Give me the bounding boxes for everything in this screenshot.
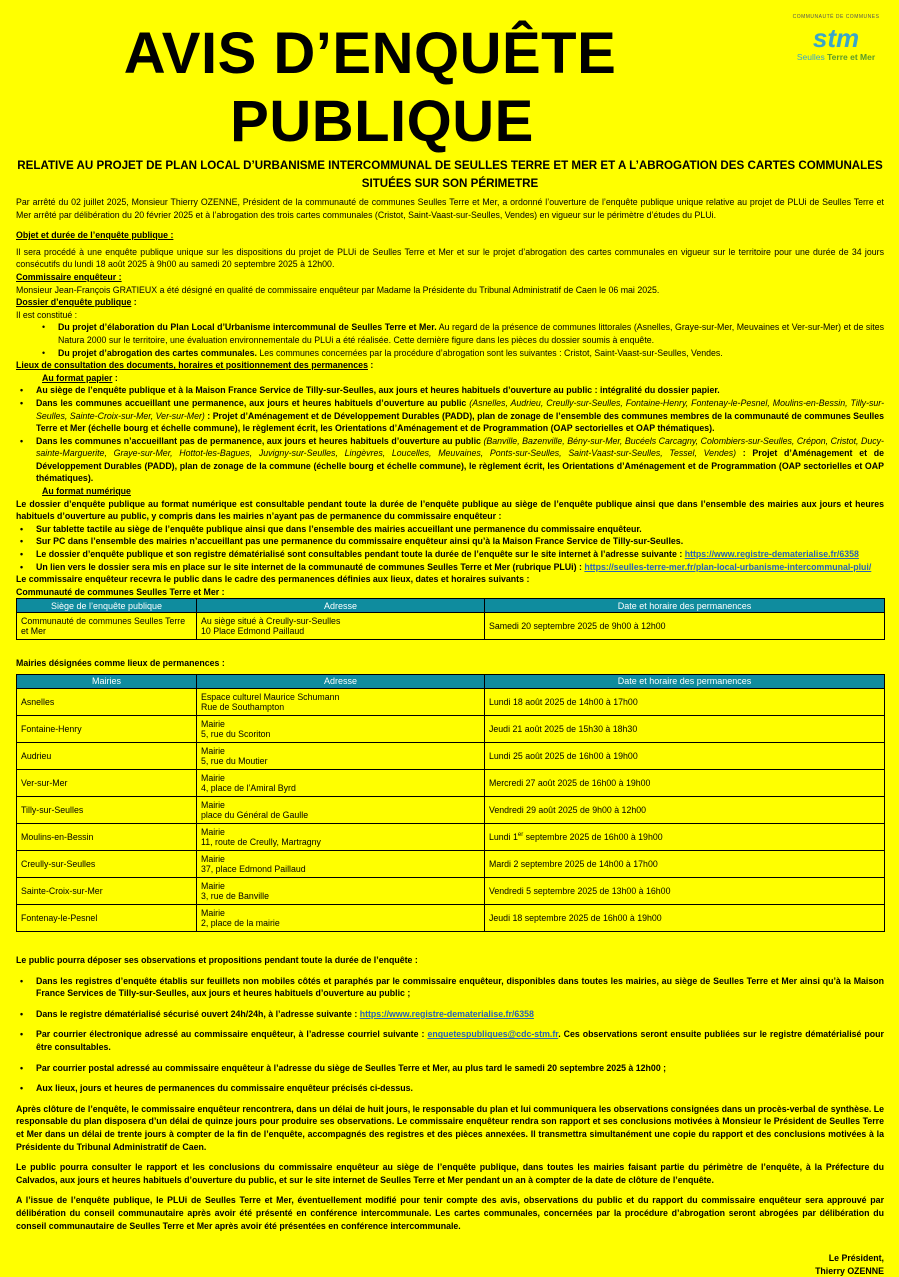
- papier-list: [16, 384, 884, 485]
- closing-p3: A l’issue de l’enquête publique, le PLUi de Seulles Terre et Mer, éventuellement modifié pour tenir compte des avis, observations du public et du rapport du commissaire enquêteur sera approuvé par délibération du conseil communautaire après avoir été présenté en conférence intercommunale. Les cartes communales, concernées par la procédure d’abrogation seront abrogées par délibération du conseil communautaire de Seulles Terre et Mer après avoir été présentées en conférence intercommunale.: [16, 1195, 884, 1231]
- plui-link[interactable]: https://seulles-terre-mer.fr/plan-local-urbanisme-intercommunal-plui/: [584, 561, 872, 572]
- logo-top-text: COMMUNAUTÉ DE COMMUNES: [792, 14, 880, 20]
- place-cell: Asnelles: [17, 689, 197, 716]
- address-cell: Mairie 5, rue du Moutier: [197, 743, 485, 770]
- commissaire-heading: Commissaire enquêteur :: [16, 271, 122, 282]
- dossier-list: [16, 321, 884, 359]
- registre-link[interactable]: https://www.registre-dematerialise.fr/6358: [684, 549, 859, 560]
- address-cell: Mairie 3, rue de Banville: [197, 878, 485, 905]
- signature-name: Thierry OZENNE: [815, 1265, 884, 1276]
- page-title-line1: AVIS D’ENQUÊTE: [123, 21, 617, 86]
- table-header: Date et horaire des permanences: [485, 599, 885, 613]
- intro-paragraph: Par arrêté du 02 juillet 2025, Monsieur Thierry OZENNE, Président de la communauté de communes Seulles Terre et Mer, a ordonné l’ouverture de l’enquête publique unique relative au projet de PLUi de Seulles Terre et Mer arrêté par délibération du 20 février 2025 et à l’abrogation des trois cartes communales (Cristot, Saint-Vaast-sur-Seulles, Vendes) en vigueur sur le périmètre d’études du PLUi.: [16, 197, 884, 220]
- list-item: • Un lien vers le dossier sera mis en place sur le site internet de la communauté de communes Seulles Terre et Mer (rubrique PLUi) : https://seulles-terre-mer.fr/plan-local-urbanisme-intercommunal-plui/: [16, 561, 884, 574]
- address-cell: Mairie 11, route de Creully, Martragny: [197, 824, 485, 851]
- list-item: • Au siège de l’enquête publique et à la Maison France Service de Tilly-sur-Seulles, aux jours et heures habituels d’ouverture au public : intégralité du dossier papier.: [16, 384, 884, 397]
- list-item: • Dans le registre dématérialisé sécurisé ouvert 24h/24h, à l’adresse suivante : https://www.registre-dematerialise.fr/6358: [16, 1008, 884, 1021]
- place-cell: Audrieu: [17, 743, 197, 770]
- place-cell: Sainte-Croix-sur-Mer: [17, 878, 197, 905]
- table-row: [17, 905, 885, 932]
- table-row: [17, 878, 885, 905]
- list-item: • Sur PC dans l’ensemble des mairies n’accueillant pas une permanence du commissaire enquêteur ainsi qu’à la Maison France Service de Tilly-sur-Seulles.: [16, 535, 884, 548]
- list-item: • Par courrier postal adressé au commissaire enquêteur à l’adresse du siège de Seulles Terre et Mer, au plus tard le samedi 20 septembre 2025 à 12h00 ;: [16, 1062, 884, 1075]
- siege-table: [16, 598, 885, 640]
- table-header: Mairies: [17, 675, 197, 689]
- address-cell: Mairie 5, rue du Scoriton: [197, 716, 485, 743]
- notice-body: Par arrêté du 02 juillet 2025, Monsieur Thierry OZENNE, Président de la communauté de communes Seulles Terre et Mer, a ordonné l’ouverture de l’enquête publique unique relative au projet de PLUi de Seulles Terre et Mer arrêté par délibération du 20 février 2025 et à l’abrogation des trois cartes communales (Cristot, Saint-Vaast-sur-Seulles, Vendes) en vigueur sur le périmètre d’études du PLUi. Objet et durée de l’enquête publique : Il sera procédé à une enquête publique unique sur les dispositions du projet de PLUi de Seulles Terre et Mer et sur le projet d’abrogation des cartes communales en vigueur sur le territoire pour une durée de 34 jours consécutifs du lundi 18 août 2025 à 9h00 au samedi 20 septembre 2025 à 12h00. Commissaire enquêteur : Monsieur Jean-François GRATIEUX a été désigné en qualité de commissaire enquêteur par Madame la Présidente du Tribunal Administratif de Caen le 06 mai 2025. Dossier d’enquête publique : Il est constitué : • Du projet d’élaboration du Plan Local d’Urbanisme intercommunal de Seulles Terre et Mer. Au regard de la présence de communes littorales (Asnelles, Graye-sur-Mer, Meuvaines et Ver-sur-Mer) et de sites Natura 2000 sur le territoire, une évaluation environnementale du PLUi a été réalisée. Cette dernière figure dans les pièces du dossier soumis à enquête. • Du projet d’abrogation des cartes communales. Les communes concernées par la procédure d’abrogation sont les suivantes : Cristot, Saint-Vaast-sur-Seulles, Vendes. Lieux de consultation des documents, horaires et positionnement des permanences : Au format papier : • Au siège de l’enquête publique et à la Maison France Service de Tilly-sur-Seulles, aux jours et heures habituels d’ouverture au public : intégralité du dossier papier. • Dans les communes accueillant une permanence, aux jours et heures habituels d’ouverture au public (Asnelles, Audrieu, Creully-sur-Seulles, Fontaine-Henry, Fontenay-le-Pesnel, Moulins-en-Bessin, Tilly-sur-Seulles, Sainte-Croix-sur-Mer, Ver-sur-Mer) : Projet d’Aménagement et de Développement Durables (PADD), plan de zonage de l’ensemble des communes membres de la communauté de communes Seulles Terre et Mer (échelle bourg et échelle commune), le règlement écrit, les Orientations d’Aménagement et de Programmation (OAP sectorielles et OAP thématiques). • Dans les communes n’accueillant pas de permanence, aux jours et heures habituels d’ouverture au public (Banville, Bazenville, Bény-sur-Mer, Bucéels Carcagny, Colombiers-sur-Seulles, Crépon, Cristot, Ducy-sainte-Marguerite, Graye-sur-Mer, Hottot-les-Bagues, Juvigny-sur-Seulles, Lingèvres, Loucelles, Meuvaines, Ponts-sur-Seulles, Saint-Vaast-sur-Seulles, Tessel, Vendes) : Projet d’Aménagement et de Développement Durables (PADD), plan de zonage de la commune (échelle bourg et échelle commune), le règlement écrit, les Orientations d’Aménagement et de Programmation (OAP sectorielles et OAP thématiques). Au format numérique Le dossier d’enquête publique au format numérique est consultable pendant toute la durée de l’enquête publique au siège de l’enquête publique ainsi que dans l’ensemble des mairies aux jours et heures habituels d’ouverture au public, y compris dans les mairies n’ayant pas de permanence du commissaire enquêteur : • Sur tablette tactile au siège de l’enquête publique ainsi que dans l’ensemble des mairies accueillant une permanence du commissaire enquêteur. • Sur PC dans l’ensemble des mairies n’accueillant pas une permanence du commissaire enquêteur ainsi qu’à la Maison France Service de Tilly-sur-Seulles. • Le dossier d’enquête publique et son registre dématérialisé sont consultables pendant toute la durée de l’enquête sur le site internet à l’adresse suivante : https://www.registre-dematerialise.fr/6358 • Un lien vers le dossier sera mis en place sur le site internet de la communauté de communes Seulles Terre et Mer (rubrique PLUi) : https://seulles-terre-mer.fr/plan-local-urbanisme-intercommunal-plui/ Le commissaire enquêteur recevra le public dans le cadre des permanences définies aux lieux, dates et horaires suivants : Communauté de communes Seulles Terre et Mer : Siège de l’enquête publique Adresse Date et horaire des permanences Communauté de communes Seulles Terre et Mer Au siège situé à Creully-sur-Seulles 10 Place Edmond Paillaud Samedi 20 septembre 2025 de 9h00 à 12h00 Mairies désignées comme lieux de permanences : Mairies Adresse Date et horaire des permanences Asnelles Espace culturel Maurice Schumann Rue de Southampton Lundi 18 août 2025 de 14h00 à 17h00 Fontaine-Henry Mairie 5, rue du Scoriton Jeudi 21 août 2025 de 15h30 à 18h30 Audrieu Mairie 5, rue du Moutier Lundi 25 août 2025 de 16h00 à 19h00 Ver-sur-Mer Mairie 4, place de l’Amiral Byrd Mercredi 27 août 2025 de 16h00 à 19h00 Tilly-sur-Seulles Mairie place du Général de Gaulle Vendredi 29 août 2025 de 9h00 à 12h00 Moulins-en-Bessin Mairie 11, route de Creully, Martragny Lundi 1er septembre 2025 de 16h00 à 19h00 Creully-sur-Seulles Mairie 37, place Edmond Paillaud Mardi 2 septembre 2025 de 14h00 à 17h00 Sainte-Croix-sur-Mer Mairie 3, rue de Banville Vendredi 5 septembre 2025 de 13h00 à 16h00 Fontenay-le-Pesnel Mairie 2, place de la mairie Jeudi 18 septembre 2025 de 16h00 à 19h00 Le public pourra déposer ses observations et propositions pendant toute la durée de l’enquête : • Dans les registres d’enquête établis sur feuillets non mobiles côtés et paraphés par le commissaire enquêteur, disponibles dans toutes les mairies, au siège de Seulles Terre et Mer ainsi qu’à la Maison France Services de Tilly-sur-Seulles, aux jours et heures habituels d’ouverture au public ; • Dans le registre dématérialisé sécurisé ouvert 24h/24h, à l’adresse suivante : https://www.registre-dematerialise.fr/6358 • Par courrier électronique adressé au commissaire enquêteur, à l’adresse courriel suivante : enquetespubliques@cdc-stm.fr. Ces observations seront ensuite publiées sur le registre dématérialisé pour être consultables. • Par courrier postal adressé au commissaire enquêteur à l’adresse du siège de Seulles Terre et Mer, au plus tard le samedi 20 septembre 2025 à 12h00 ; • Aux lieux, jours et heures de permanences du commissaire enquêteur précisés ci-dessus. Après clôture de l’enquête, le commissaire enquêteur rencontrera, dans un délai de huit jours, le responsable du plan et lui communiquera les observations consignées dans un procès-verbal de synthèse. Le responsable du plan disposera d’un délai de quinze jours pour produire ses observations. Le commissaire enquêteur rendra son rapport et ses conclusions motivées à Monsieur le Président de Seulles Terre et Mer dans un délai de trente jours à compter de la fin de l’enquête, accompagnés des registres et des pièces annexées. Il transmettra simultanément une copie du rapport et des conclusions motivées à la Présidente du Tribunal Administratif de Caen. Le public pourra consulter le rapport et les conclusions du commissaire enquêteur au siège de l’enquête publique, dans toutes les mairies faisant partie du périmètre de l’enquête, à la Préfecture du Calvados, aux jours et heures habituels d’ouverture du public, et sur le site internet de Seulles Terre et Mer pendant un an à compter de la date de clôture de l’enquête. A l’issue de l’enquête publique, le PLUi de Seulles Terre et Mer, éventuellement modifié pour tenir compte des avis, observations du public et du rapport du commissaire enquêteur sera approuvé par délibération du conseil communautaire après avoir été présenté en conférence intercommunale. Les cartes communales, concernées par la procédure d’abrogation seront abrogées par délibération du conseil communautaire de Seulles Terre et Mer après avoir été présentées en conférence intercommunale. Le Président, Thierry OZENNE: [16, 196, 884, 1277]
- list-item: • Sur tablette tactile au siège de l’enquête publique ainsi que dans l’ensemble des mairies accueillant une permanence du commissaire enquêteur.: [16, 523, 884, 536]
- table-header: Date et horaire des permanences: [485, 675, 885, 689]
- page-title-line2: PUBLIQUE: [230, 89, 534, 154]
- date-cell: Lundi 18 août 2025 de 14h00 à 17h00: [485, 689, 885, 716]
- table-row: [17, 851, 885, 878]
- list-item: • Dans les registres d’enquête établis sur feuillets non mobiles côtés et paraphés par le commissaire enquêteur, disponibles dans toutes les mairies, au siège de Seulles Terre et Mer ainsi qu’à la Maison France Services de Tilly-sur-Seulles, aux jours et heures habituels d’ouverture au public ;: [16, 975, 884, 1000]
- date-cell: Jeudi 18 septembre 2025 de 16h00 à 19h00: [485, 905, 885, 932]
- email-link[interactable]: enquetespubliques@cdc-stm.fr: [427, 1029, 559, 1040]
- closing-p1: Après clôture de l’enquête, le commissaire enquêteur rencontrera, dans un délai de huit jours, le responsable du plan et lui communiquera les observations consignées dans un procès-verbal de synthèse. Le responsable du plan disposera d’un délai de quinze jours pour produire ses observations. Le commissaire enquêteur rendra son rapport et ses conclusions motivées à Monsieur le Président de Seulles Terre et Mer dans un délai de trente jours à compter de la fin de l’enquête, accompagnés des registres et des pièces annexées. Il transmettra simultanément une copie du rapport et des conclusions motivées à la Présidente du Tribunal Administratif de Caen.: [16, 1103, 884, 1152]
- address-cell: Mairie place du Général de Gaulle: [197, 797, 485, 824]
- place-cell: Ver-sur-Mer: [17, 770, 197, 797]
- table-header: Siège de l’enquête publique: [17, 599, 197, 613]
- dossier-heading: Dossier d’enquête publique: [16, 297, 132, 308]
- commissaire-text: Monsieur Jean-François GRATIEUX a été désigné en qualité de commissaire enquêteur par Madame la Présidente du Tribunal Administratif de Caen le 06 mai 2025.: [16, 284, 660, 295]
- numerique-text: Le dossier d’enquête publique au format numérique est consultable pendant toute la durée de l’enquête publique au siège de l’enquête publique ainsi que dans l’ensemble des mairies aux jours et heures habituels d’ouverture au public, y compris dans les mairies n’ayant pas de permanence du commissaire enquêteur :: [16, 498, 884, 522]
- closing-p2: Le public pourra consulter le rapport et les conclusions du commissaire enquêteur au siège de l’enquête publique, dans toutes les mairies faisant partie du périmètre de l’enquête, à la Préfecture du Calvados, aux jours et heures habituels d’ouverture du public, et sur le site internet de Seulles Terre et Mer pendant un an à compter de la date de clôture de l’enquête.: [16, 1162, 884, 1185]
- list-item: • Le dossier d’enquête publique et son registre dématérialisé sont consultables pendant toute la durée de l’enquête sur le site internet à l’adresse suivante : https://www.registre-dematerialise.fr/6358: [16, 548, 884, 561]
- place-cell: Tilly-sur-Seulles: [17, 797, 197, 824]
- table-row: Communauté de communes Seulles Terre et Mer Au siège situé à Creully-sur-Seulles 10 Place Edmond Paillaud Samedi 20 septembre 2025 de 9h00 à 12h00: [17, 613, 885, 640]
- list-item: • Du projet d’abrogation des cartes communales. Les communes concernées par la procédure d’abrogation sont les suivantes : Cristot, Saint-Vaast-sur-Seulles, Vendes.: [38, 347, 884, 360]
- papier-heading: Au format papier: [42, 372, 113, 383]
- list-item: • Du projet d’élaboration du Plan Local d’Urbanisme intercommunal de Seulles Terre et Mer. Au regard de la présence de communes littorales (Asnelles, Graye-sur-Mer, Meuvaines et Ver-sur-Mer) et de sites Natura 2000 sur le territoire, une évaluation environnementale du PLUi a été réalisée. Cette dernière figure dans les pièces du dossier soumis à enquête.: [38, 321, 884, 346]
- date-cell: Lundi 25 août 2025 de 16h00 à 19h00: [485, 743, 885, 770]
- table-row: [17, 824, 885, 851]
- date-cell: Mardi 2 septembre 2025 de 14h00 à 17h00: [485, 851, 885, 878]
- place-cell: Creully-sur-Seulles: [17, 851, 197, 878]
- table-row: [17, 797, 885, 824]
- address-cell: Mairie 4, place de l’Amiral Byrd: [197, 770, 485, 797]
- reception-sub: Communauté de communes Seulles Terre et Mer :: [16, 586, 225, 597]
- date-cell: Vendredi 29 août 2025 de 9h00 à 12h00: [485, 797, 885, 824]
- table-row: [17, 770, 885, 797]
- address-cell: Espace culturel Maurice Schumann Rue de Southampton: [197, 689, 485, 716]
- page-subtitle: RELATIVE AU PROJET DE PLAN LOCAL D’URBANISME INTERCOMMUNAL DE SEULLES TERRE ET MER ET A L’ABROGATION DES CARTES COMMUNALES SITUÉES SUR SON PÉRIMETRE: [17, 159, 883, 190]
- table-row: [17, 689, 885, 716]
- numerique-list: [16, 523, 884, 573]
- list-item: • Aux lieux, jours et heures de permanences du commissaire enquêteur précisés ci-dessus.: [16, 1082, 884, 1095]
- objet-heading: Objet et durée de l’enquête publique :: [16, 230, 174, 241]
- observations-lead: Le public pourra déposer ses observations et propositions pendant toute la durée de l’enquête :: [16, 955, 418, 965]
- date-cell: Lundi 1er septembre 2025 de 16h00 à 19h00: [485, 824, 885, 851]
- address-cell: Mairie 2, place de la mairie: [197, 905, 485, 932]
- table-row: [17, 716, 885, 743]
- mairies-label: Mairies désignées comme lieux de permanences :: [16, 658, 225, 669]
- lieux-heading: Lieux de consultation des documents, horaires et positionnement des permanences: [16, 360, 368, 371]
- table-row: [17, 743, 885, 770]
- place-cell: Moulins-en-Bessin: [17, 824, 197, 851]
- logo-name: Seulles Terre et Mer: [796, 52, 876, 62]
- list-item: • Par courrier électronique adressé au commissaire enquêteur, à l’adresse courriel suivante : enquetespubliques@cdc-stm.fr. Ces observations seront ensuite publiées sur le registre dématérialisé pour être consultables.: [16, 1028, 884, 1053]
- table-header: Adresse: [197, 675, 485, 689]
- stm-logo: [786, 14, 886, 62]
- place-cell: Fontaine-Henry: [17, 716, 197, 743]
- date-cell: Mercredi 27 août 2025 de 16h00 à 19h00: [485, 770, 885, 797]
- dossier-lead: Il est constitué :: [16, 309, 78, 320]
- permanences-table: [16, 674, 885, 932]
- table-header: Adresse: [197, 599, 485, 613]
- logo-mark: stm: [812, 23, 860, 53]
- date-cell: Jeudi 21 août 2025 de 15h30 à 18h30: [485, 716, 885, 743]
- signature-role: Le Président,: [828, 1253, 884, 1264]
- numerique-heading: Au format numérique: [42, 486, 131, 497]
- list-item: • Dans les communes accueillant une permanence, aux jours et heures habituels d’ouverture au public (Asnelles, Audrieu, Creully-sur-Seulles, Fontaine-Henry, Fontenay-le-Pesnel, Moulins-en-Bessin, Tilly-sur-Seulles, Sainte-Croix-sur-Mer, Ver-sur-Mer) : Projet d’Aménagement et de Développement Durables (PADD), plan de zonage de l’ensemble des communes membres de la communauté de communes Seulles Terre et Mer (échelle bourg et échelle commune), le règlement écrit, les Orientations d’Aménagement et de Programmation (OAP sectorielles et OAP thématiques).: [16, 397, 884, 435]
- observations-list: [16, 975, 884, 1095]
- reception-text: Le commissaire enquêteur recevra le public dans le cadre des permanences définies aux lieux, dates et horaires suivants :: [16, 574, 530, 585]
- objet-text: Il sera procédé à une enquête publique unique sur les dispositions du projet de PLUi de Seulles Terre et Mer et sur le projet d’abrogation des cartes communales en vigueur sur le territoire pour une durée de 34 jours consécutifs du lundi 18 août 2025 à 9h00 au samedi 20 septembre 2025 à 12h00.: [16, 246, 884, 270]
- list-item: • Dans les communes n’accueillant pas de permanence, aux jours et heures habituels d’ouverture au public (Banville, Bazenville, Bény-sur-Mer, Bucéels Carcagny, Colombiers-sur-Seulles, Crépon, Cristot, Ducy-sainte-Marguerite, Graye-sur-Mer, Hottot-les-Bagues, Juvigny-sur-Seulles, Lingèvres, Loucelles, Meuvaines, Ponts-sur-Seulles, Saint-Vaast-sur-Seulles, Tessel, Vendes) : Projet d’Aménagement et de Développement Durables (PADD), plan de zonage de la commune (échelle bourg et échelle commune), le règlement écrit, les Orientations d’Aménagement et de Programmation (OAP sectorielles et OAP thématiques).: [16, 435, 884, 485]
- place-cell: Fontenay-le-Pesnel: [17, 905, 197, 932]
- registre-link-2[interactable]: https://www.registre-dematerialise.fr/6358: [359, 1008, 534, 1019]
- date-cell: Vendredi 5 septembre 2025 de 13h00 à 16h00: [485, 878, 885, 905]
- address-cell: Mairie 37, place Edmond Paillaud: [197, 851, 485, 878]
